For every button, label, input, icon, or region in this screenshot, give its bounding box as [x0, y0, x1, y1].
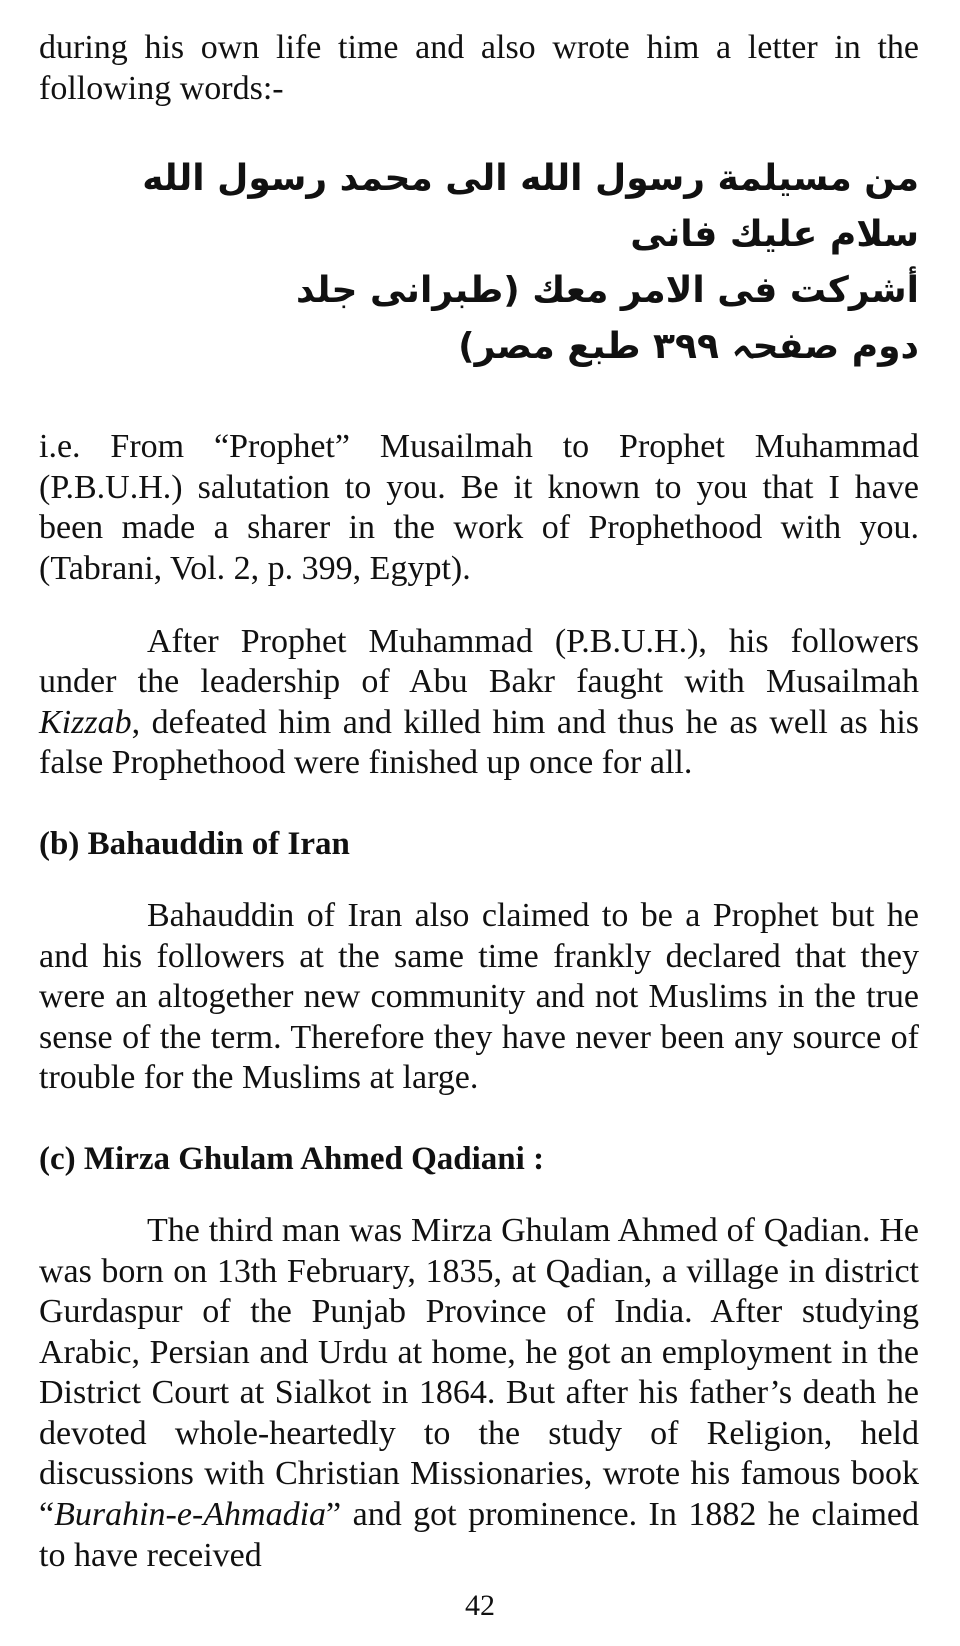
section-b-paragraph — [39, 896, 919, 1099]
page-body — [39, 28, 919, 1576]
after-prophet-text-before: After Prophet Muhammad (P.B.U.H.), his followers under the leadership of Abu Bakr faught with Musailmah — [39, 622, 919, 701]
arabic-quote-line-1: من مسیلمة رسول الله الی محمد رسول الله سلام علیك فانی — [142, 158, 919, 256]
translation-paragraph — [39, 427, 919, 589]
after-prophet-paragraph — [39, 622, 919, 784]
intro-paragraph — [39, 28, 919, 109]
section-c-text-after: ” and got prominence. In 1882 he claimed to have received — [39, 1496, 919, 1574]
section-b-heading: (b) Bahauddin of Iran — [39, 825, 350, 862]
burahin-italic: Burahin-e-Ahmadia — [54, 1496, 327, 1534]
section-c-heading: (c) Mirza Ghulam Ahmed Qadiani : — [39, 1140, 545, 1177]
section-c-paragraph — [39, 1211, 919, 1576]
translation-prefix: i.e. From — [39, 428, 214, 466]
arabic-quote-line-2: أشرکت فی الامر معك (طبرانی جلد دوم صفحہ ۳۹۹ طبع مصر) — [296, 270, 919, 368]
intro-text: during his own life time and also wrote him a letter in the following words:- — [39, 29, 919, 107]
kizzab-italic: Kizzab — [39, 703, 132, 741]
arabic-quote — [39, 151, 919, 375]
page-number: 42 — [465, 1589, 495, 1622]
after-prophet-text-after: , defeated him and killed him and thus he as well as his false Prophethood were finished up once for all. — [39, 703, 919, 782]
section-c-text-before: The third man was Mirza Ghulam Ahmed of Qadian. He was born on 13th February, 1835, at Qadian, a village in district Gurdaspur of the Punjab Province of India. After studying Arabic, Persian and Urdu at home, he got an employment in the District Court at Sialkot in 1864. But after his father’s death he devoted whole-heartedly to the study of Religion, held discussions with Christian Missionaries, wrote his famous book “ — [39, 1211, 919, 1534]
translation-text: “Prophet” Musailmah to Prophet Muhammad (P.B.U.H.) salutation to you. Be it known to you that I have been made a sharer in the work of Prophethood with you. (Tabrani, Vol. 2, p. 399, Egypt). — [39, 428, 919, 587]
section-b-text: Bahauddin of Iran also claimed to be a Prophet but he and his followers at the same time frankly declared that they were an altogether new community and not Muslims in the true sense of the term. Therefore they have never been any source of trouble for the Muslims at large. — [39, 896, 919, 1097]
